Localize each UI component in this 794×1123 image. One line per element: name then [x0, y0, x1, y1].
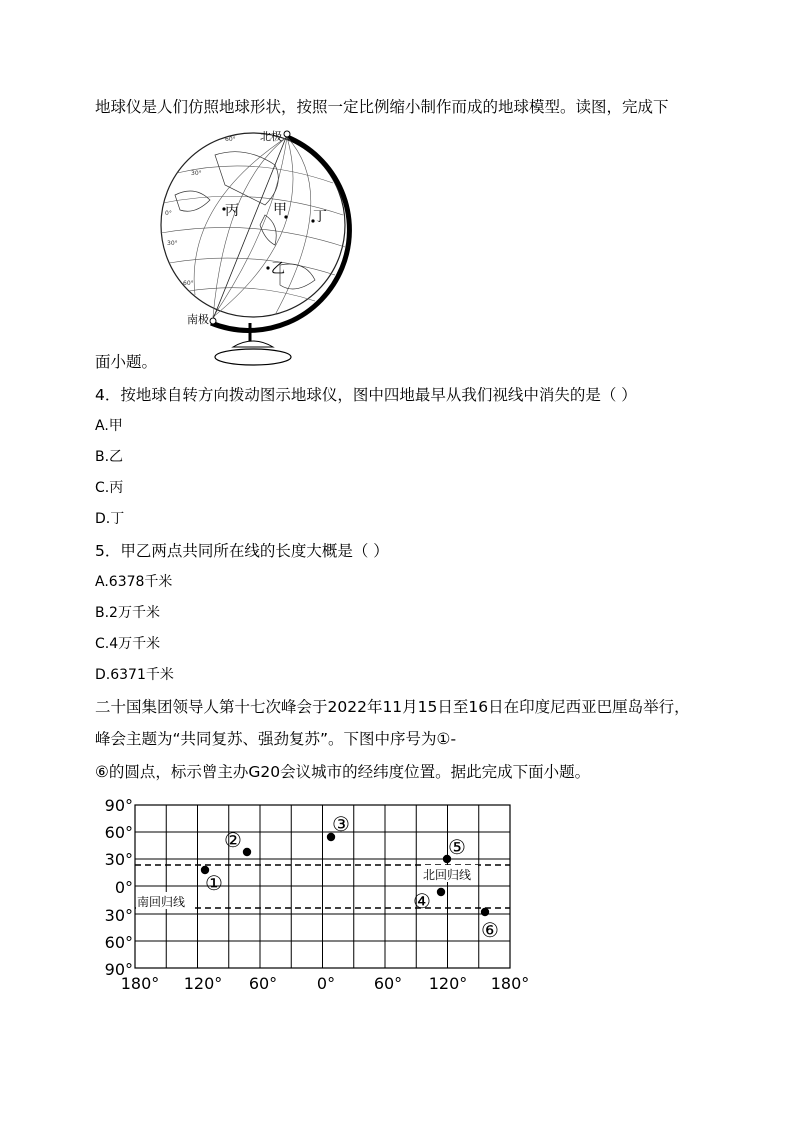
question-4-stem: 4．按地球自转方向拨动图示地球仪，图中四地最早从我们视线中消失的是（ ） [95, 386, 637, 404]
globe-stand-base [215, 349, 291, 365]
globe-lat-label: 0° [165, 210, 172, 217]
city-label-2: ② [224, 828, 242, 852]
y-label-60s: 60° [104, 933, 133, 952]
q5-option-a: A.6378千米 [95, 574, 173, 590]
city-label-5: ⑤ [448, 835, 466, 859]
y-label-90s: 90° [104, 960, 133, 979]
q5-option-d: D.6371千米 [95, 667, 174, 683]
north-pole-label: 北极 [260, 130, 282, 143]
tropic-north-label: 北回归线 [423, 868, 472, 882]
point-jia: 甲 [273, 202, 287, 218]
q4-option-b: B.乙 [95, 449, 124, 465]
intro-line-1: 地球仪是人们仿照地球形状，按照一定比例缩小制作而成的地球模型。读图，完成下 [95, 98, 669, 116]
q4-option-d: D.丁 [95, 511, 125, 527]
question-5-stem: 5．甲乙两点共同所在线的长度大概是（ ） [95, 542, 389, 560]
x-label-120e: 120° [428, 974, 468, 993]
city-dot-2 [243, 848, 251, 856]
globe-lat-label: 60° [225, 136, 236, 143]
x-label-120w: 120° [183, 974, 223, 993]
city-dot-6 [481, 908, 489, 916]
y-label-60n: 60° [104, 823, 133, 842]
x-label-60w: 60° [248, 974, 278, 993]
south-pole-label: 南极 [187, 313, 209, 326]
globe-figure [155, 125, 360, 370]
city-label-1: ① [205, 871, 223, 895]
latlong-grid-map [95, 790, 535, 995]
north-pole-marker [284, 131, 290, 137]
globe-lat-label: 30° [191, 170, 202, 177]
q4-option-c: C.丙 [95, 480, 124, 496]
city-dot-4 [437, 888, 445, 896]
intro2-line-1: 二十国集团领导人第十七次峰会于2022年11月15日至16日在印度尼西亚巴厘岛举行， [95, 698, 690, 716]
south-pole-marker [210, 318, 216, 324]
y-label-30n: 30° [104, 850, 133, 869]
x-label-0: 0° [316, 974, 336, 993]
intro-line-2: 面小题。 [95, 353, 158, 371]
y-label-30s: 30° [104, 906, 133, 925]
tropic-south-label: 南回归线 [137, 895, 186, 909]
city-label-6: ⑥ [481, 918, 499, 942]
x-label-60e: 60° [373, 974, 403, 993]
q5-option-b: B.2万千米 [95, 605, 160, 621]
point-ding: 丁 [313, 209, 327, 225]
globe-lat-label: 60° [183, 280, 194, 287]
q4-option-a: A.甲 [95, 418, 123, 434]
y-label-0: 0° [114, 878, 133, 897]
city-label-3: ③ [332, 812, 350, 836]
point-bing: 丙 [225, 203, 239, 219]
city-label-4: ④ [413, 889, 431, 913]
x-label-180w: 180° [120, 974, 160, 993]
x-label-180e: 180° [490, 974, 530, 993]
intro2-line-3: ⑥的圆点，标示曾主办G20会议城市的经纬度位置。据此完成下面小题。 [95, 763, 591, 781]
globe-sphere [161, 133, 345, 317]
intro2-line-2: 峰会主题为“共同复苏、强劲复苏”。下图中序号为①- [95, 730, 457, 748]
y-label-90n: 90° [104, 796, 133, 815]
globe-lat-label: 30° [167, 240, 178, 247]
point-yi: 乙 [271, 261, 285, 277]
grid-lines [135, 805, 510, 968]
q5-option-c: C.4万千米 [95, 636, 161, 652]
